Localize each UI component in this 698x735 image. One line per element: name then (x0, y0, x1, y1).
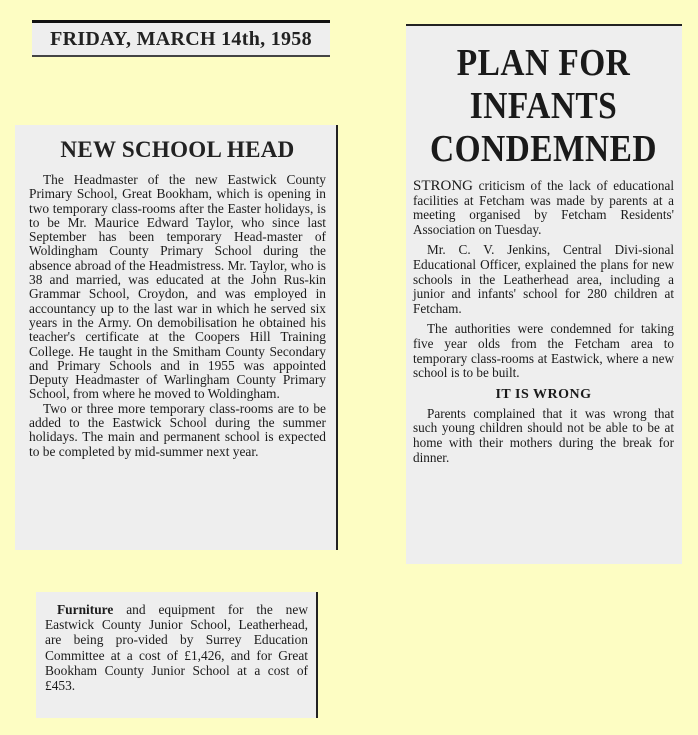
article-paragraph: Parents complained that it was wrong that such young children should not be able to be at home with their mothers during the break for dinner. (413, 405, 674, 465)
article-paragraph: The Headmaster of the new Eastwick County Primary School, Great Bookham, which is opening in two temporary class-rooms after the Easter holidays, is to be Mr. Maurice Edward Taylor, who since last September has been temporary Head-master of Woldingham County Primary School during the absence abroad of the Headmistress. Mr. Taylor, who is 38 and married, was educated at the John Rus-kin Grammar School, Croydon, and was employed in accountancy up to the last war in which he served six years in the Army. On demobilisation he obtained his teacher's certificate at the Coopers Hill Training College. He taught in the Smitham County Secondary and Primary Schools and in 1955 was appointed Deputy Headmaster of Warlingham County Primary School, from where he moved to Woldingham. (29, 172, 326, 402)
new-school-head-article (15, 125, 338, 550)
article-paragraph: The authorities were condemned for taking five year olds from the Fetcham area to temporary class-rooms at Eastwick, where a new school is to be built. (413, 321, 674, 381)
headline-line: PLAN FOR (456, 42, 631, 84)
infants-plan-article (406, 24, 682, 564)
furniture-article (36, 592, 318, 718)
headline-line: CONDEMNED (430, 128, 657, 170)
headline-line: INFANTS (469, 85, 618, 127)
article-paragraph (413, 179, 674, 237)
article-paragraph: Two or three more temporary class-rooms are to be added to the Eastwick School during the summer holidays. The main and permanent school is expected to be completed by mid-summer next year. (29, 400, 326, 459)
paragraph-text: criticism of the lack of educational facilities at Fetcham was made by parents at a meeting organised by Fetcham Residents' Association on Tuesday. (413, 178, 674, 237)
newspaper-date: FRIDAY, MARCH 14th, 1958 (50, 27, 312, 50)
paragraph-text: and equipment for the new Eastwick County Junior School, Leatherhead, are being pro-vided by Surrey Education Committee at a cost of £1,426, and for Great Bookham County Junior School at a cost of £453. (45, 602, 308, 694)
article-headline (429, 42, 659, 171)
article-headline: NEW SCHOOL HEAD (60, 137, 295, 162)
article-paragraph (45, 602, 308, 693)
article-paragraph: Mr. C. V. Jenkins, Central Divi-sional Educational Officer, explained the plans for new schools in the Leatherhead area, including a junior and infants' school for 280 children at Fetcham. (413, 242, 674, 316)
lead-word: Furniture (57, 602, 114, 617)
lead-word: STRONG (413, 178, 474, 194)
date-clipping (32, 20, 330, 57)
article-subheading: IT IS WRONG (495, 386, 592, 402)
